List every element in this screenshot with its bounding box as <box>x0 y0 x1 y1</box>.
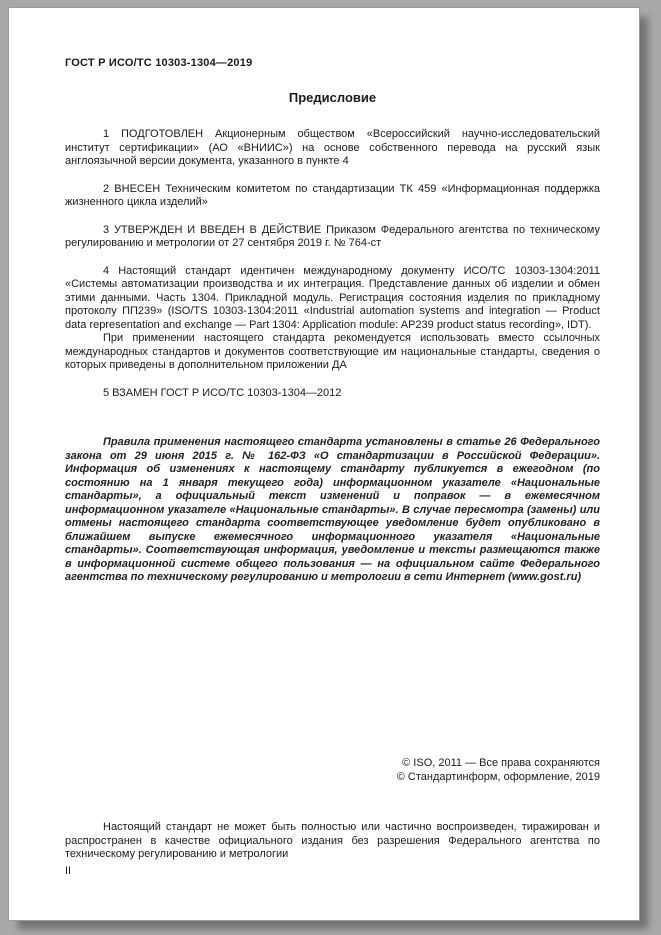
copyright-block <box>65 757 600 784</box>
page-title: Предисловие <box>288 90 377 105</box>
page-number: II <box>65 865 72 877</box>
copyright-standartinform: © Стандартинформ, оформление, 2019 <box>396 770 600 783</box>
foreword-paragraph-1: 1 ПОДГОТОВЛЕН Акционерным обществом «Всероссийский научно-исследовательский институт сертификации» (АО «ВНИИС») на основе собственного перевода на русский язык англоязычной версии документа, указанного в пункте 4 <box>65 128 600 167</box>
copyright-iso: © ISO, 2011 — Все права сохраняются <box>402 757 600 769</box>
foreword-paragraph-6: 5 ВЗАМЕН ГОСТ Р ИСО/ТС 10303-1304—2012 <box>103 386 342 399</box>
page-content <box>65 8 600 585</box>
document-page <box>8 7 640 921</box>
foreword-paragraph-3: 3 УТВЕРЖДЕН И ВВЕДЕН В ДЕЙСТВИЕ Приказом Федерального агентства по техническому регулированию и метрологии от 27 сентября 2019 г. № 764-ст <box>65 223 600 249</box>
foreword-paragraph-2: 2 ВНЕСЕН Техническим комитетом по стандартизации ТК 459 «Информационная поддержка жизненного цикла изделий» <box>65 182 600 208</box>
foreword-paragraph-4: 4 Настоящий стандарт идентичен международному документу ИСО/ТС 10303-1304:2011 «Системы автоматизации производства и их интеграция. Представление данных об изделии и обмен этими данными. Часть 1304. Прикладной модуль. Регистрация состояния изделия по прикладному протоколу ПП239» (ISO/TS 10303-1304:2011 «Industrial automation systems and integration — Product data representation and exchange — Part 1304: Application module: AP239 product status recording», IDT). <box>65 264 600 331</box>
reproduction-restriction-note: Настоящий стандарт не может быть полностью или частично воспроизведен, тиражирован и распространен в качестве официального издания без разрешения Федерального агентства по техническому регулированию и метрологии <box>65 821 600 860</box>
foreword-paragraph-5: При применении настоящего стандарта рекомендуется использовать вместо ссылочных международных стандартов и документов соответствующие им национальные стандарты, сведения о которых приведены в дополнительном приложении ДА <box>65 332 600 371</box>
application-rules-note: Правила применения настоящего стандарта установлены в статье 26 Федерального закона от 29 июня 2015 г. № 162-ФЗ «О стандартизации в Российской Федерации». Информация об изменениях к настоящему стандарту публикуется в ежегодном (по состоянию на 1 января текущего года) информационном указателе «Национальные стандарты», а официальный текст изменений и поправок — в ежемесячном информационном указателе «Национальные стандарты». В случае пересмотра (замены) или отмены настоящего стандарта соответствующее уведомление будет опубликовано в ближайшем выпуске ежемесячного информационного указателя «Национальные стандарты». Соответствующая информация, уведомление и тексты размещаются также в информационной системе общего пользования — на официальном сайте Федерального агентства по техническому регулированию и метрологии в сети Интернет (www.gost.ru) <box>65 436 600 583</box>
document-code: ГОСТ Р ИСО/ТС 10303-1304—2019 <box>65 57 253 69</box>
